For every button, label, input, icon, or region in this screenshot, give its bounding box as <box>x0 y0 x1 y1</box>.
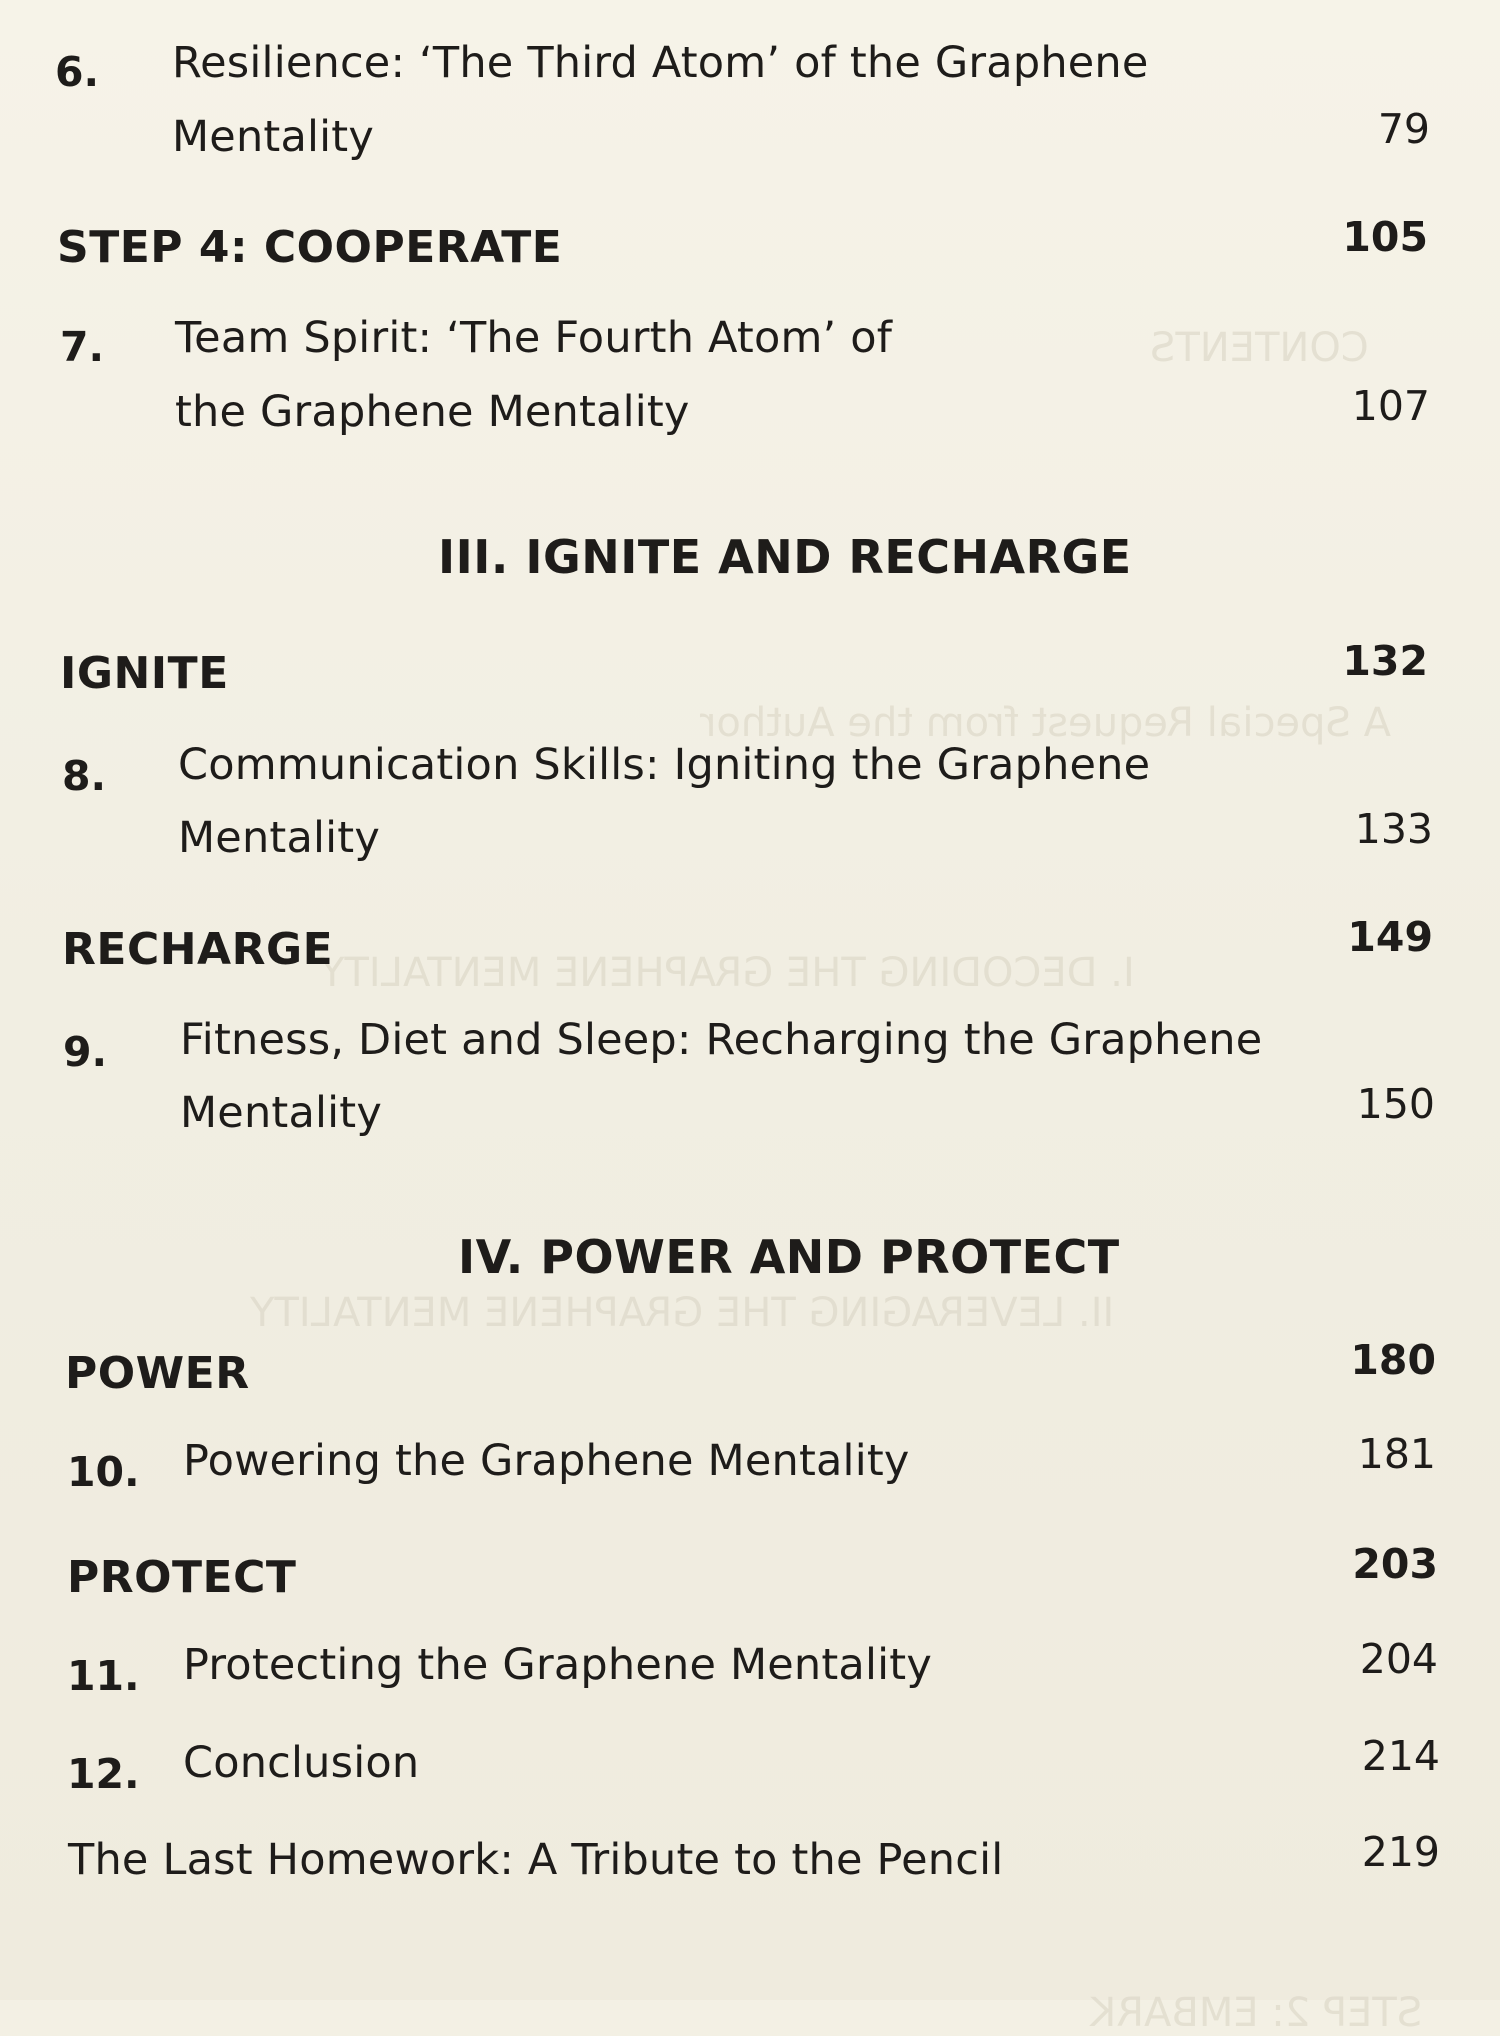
chapter-title-cont: Mentality <box>178 813 381 863</box>
page-number: 133 <box>1354 805 1433 853</box>
page-number: 204 <box>1359 1635 1438 1683</box>
chapter-number: 6. <box>55 48 100 96</box>
step-heading: PROTECT <box>67 1552 297 1603</box>
part-heading: III. IGNITE AND RECHARGE <box>438 530 1132 584</box>
chapter-title: Team Spirit: ‘The Fourth Atom’ of <box>175 313 893 363</box>
page-number: 180 <box>1350 1336 1436 1384</box>
chapter-number: 8. <box>62 752 107 800</box>
step-heading: IGNITE <box>60 648 229 699</box>
chapter-number: 7. <box>60 323 105 371</box>
chapter-title: Fitness, Diet and Sleep: Recharging the Graphene <box>180 1015 1263 1065</box>
bleed-through-text: II. LEVERAGING THE GRAPHENE MENTALITY <box>250 1290 1115 1336</box>
page-number: 79 <box>1377 105 1430 153</box>
bleed-through-text: A Special Request from the Author <box>700 700 1391 746</box>
bleed-through-text: I. DECODING THE GRAPHENE MENTALITY <box>320 950 1135 996</box>
chapter-number: 9. <box>63 1028 108 1076</box>
chapter-number: 11. <box>67 1652 140 1700</box>
page-number: 203 <box>1352 1540 1438 1588</box>
page-number: 149 <box>1347 913 1433 961</box>
part-heading: IV. POWER AND PROTECT <box>458 1230 1120 1284</box>
step-heading: STEP 4: COOPERATE <box>57 222 563 273</box>
bleed-through-text: CONTENTS <box>1150 325 1369 371</box>
chapter-title: Communication Skills: Igniting the Graphene <box>178 740 1151 790</box>
chapter-title-cont: the Graphene Mentality <box>175 387 690 437</box>
chapter-title: Protecting the Graphene Mentality <box>183 1640 932 1690</box>
chapter-title-cont: Mentality <box>172 112 375 162</box>
page-number: 107 <box>1351 382 1430 430</box>
chapter-title: Conclusion <box>183 1738 420 1788</box>
chapter-title: The Last Homework: A Tribute to the Pencil <box>68 1835 1004 1885</box>
bleed-through-text: STEP 2: EMBARK <box>1090 1990 1423 2036</box>
page-number: 132 <box>1342 637 1428 685</box>
step-heading: RECHARGE <box>62 924 334 975</box>
chapter-number: 12. <box>67 1750 140 1798</box>
chapter-number: 10. <box>67 1448 140 1496</box>
page-number: 105 <box>1342 213 1428 261</box>
page-number: 181 <box>1357 1430 1436 1478</box>
page-number: 150 <box>1356 1080 1435 1128</box>
chapter-title: Resilience: ‘The Third Atom’ of the Graphene <box>172 38 1149 88</box>
chapter-title-cont: Mentality <box>180 1088 383 1138</box>
page-number: 214 <box>1361 1732 1440 1780</box>
page-number: 219 <box>1361 1828 1440 1876</box>
chapter-title: Powering the Graphene Mentality <box>183 1436 910 1486</box>
step-heading: POWER <box>65 1348 250 1399</box>
